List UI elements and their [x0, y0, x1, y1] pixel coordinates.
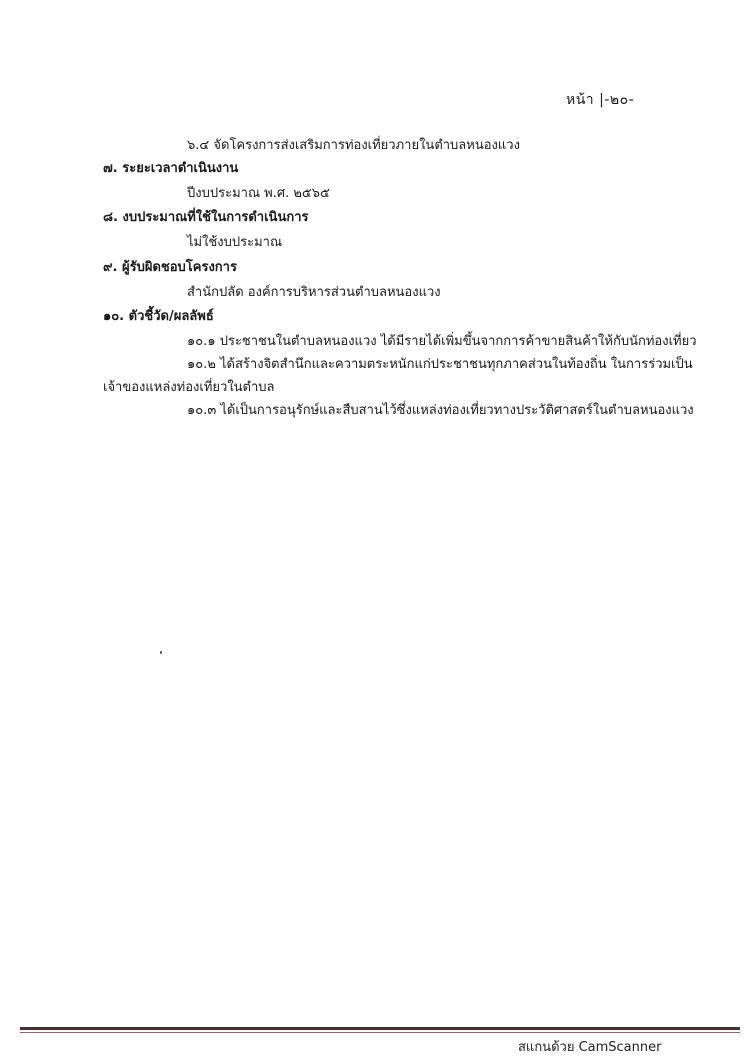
scan-speck: [160, 651, 162, 654]
section-10-heading: ๑๐. ตัวชี้วัด/ผลลัพธ์: [103, 309, 214, 324]
footer-rule: [20, 1027, 740, 1030]
section-7-body: ปีงบประมาณ พ.ศ. ๒๕๖๕: [187, 186, 330, 201]
section-8-body: ไม่ใช้งบประมาณ: [187, 235, 283, 250]
section-10-item-3: ๑๐.๓ ได้เป็นการอนุรักษ์และสืบสานไว้ซึ่งแหล่งท่องเที่ยวทางประวัติศาสตร์ในตำบลหนองแวง: [187, 403, 694, 418]
page-number-header: หน้า |-๒๐-: [566, 92, 635, 108]
section-10-item-1: ๑๐.๑ ประชาชนในตำบลหนองแวง ได้มีรายได้เพิ่มขึ้นจากการค้าขายสินค้าให้กับนักท่องเที่ยว: [187, 334, 697, 349]
scanner-watermark: สแกนด้วย CamScanner: [518, 1040, 662, 1055]
section-10-item-2-line-2: เจ้าของแหล่งท่องเที่ยวในตำบล: [103, 380, 275, 395]
section-10-item-2-line-1: ๑๐.๒ ได้สร้างจิตสำนึกและความตระหนักแก่ประชาชนทุกภาคส่วนในท้องถิ่น ในการร่วมเป็น: [187, 357, 693, 372]
item-6-4: ๖.๔ จัดโครงการส่งเสริมการท่องเที่ยวภายในตำบลหนองแวง: [187, 138, 520, 153]
section-9-heading: ๙. ผู้รับผิดชอบโครงการ: [103, 260, 237, 275]
section-8-heading: ๘. งบประมาณที่ใช้ในการดำเนินการ: [103, 210, 309, 225]
section-9-body: สำนักปลัด องค์การบริหารส่วนตำบลหนองแวง: [187, 285, 441, 300]
section-7-heading: ๗. ระยะเวลาดำเนินงาน: [103, 161, 239, 176]
footer-rule-thin: [20, 1032, 740, 1033]
